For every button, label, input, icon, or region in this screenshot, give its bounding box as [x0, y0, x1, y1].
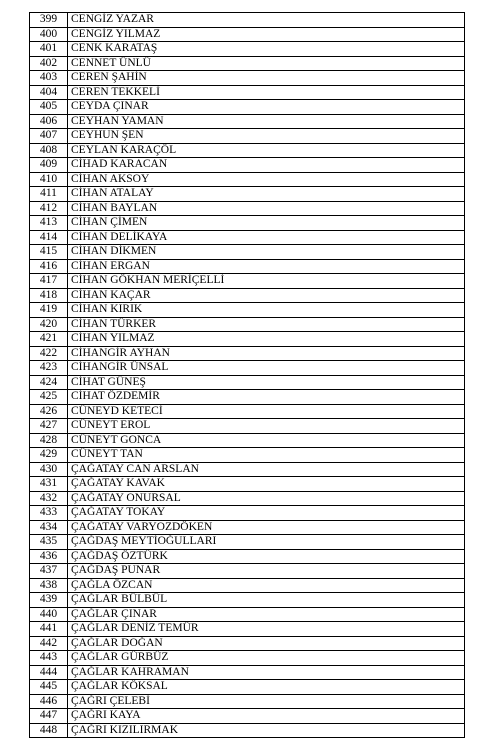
table-row [30, 85, 465, 100]
person-name: CİHAN ERGAN [68, 259, 465, 274]
table-row [30, 549, 465, 564]
row-number: 445 [30, 680, 68, 695]
row-number: 424 [30, 375, 68, 390]
row-number: 423 [30, 361, 68, 376]
person-name: CİHAN KIRIK [68, 303, 465, 318]
row-number: 402 [30, 56, 68, 71]
table-row [30, 129, 465, 144]
table-row [30, 361, 465, 376]
row-number: 440 [30, 607, 68, 622]
row-number: 404 [30, 85, 68, 100]
row-number: 433 [30, 506, 68, 521]
person-name: ÇAĞRI ÇELEBİ [68, 694, 465, 709]
person-name: ÇAĞDAŞ MEYTİOĞULLARI [68, 535, 465, 550]
row-number: 446 [30, 694, 68, 709]
row-number: 406 [30, 114, 68, 129]
row-number: 425 [30, 390, 68, 405]
person-name: CİHAN BAYLAN [68, 201, 465, 216]
person-name: CİHAN TÜRKER [68, 317, 465, 332]
row-number: 412 [30, 201, 68, 216]
row-number: 432 [30, 491, 68, 506]
row-number: 430 [30, 462, 68, 477]
person-name: CİHAN KAÇAR [68, 288, 465, 303]
row-number: 415 [30, 245, 68, 260]
row-number: 435 [30, 535, 68, 550]
table-row [30, 404, 465, 419]
person-name: ÇAĞATAY VARYOZDÖKEN [68, 520, 465, 535]
row-number: 434 [30, 520, 68, 535]
person-name: ÇAĞDAŞ ÖZTÜRK [68, 549, 465, 564]
table-row [30, 709, 465, 724]
table-row [30, 216, 465, 231]
name-list-table [29, 12, 465, 738]
person-name: ÇAĞRI KIZILIRMAK [68, 723, 465, 738]
table-row [30, 723, 465, 738]
row-number: 441 [30, 622, 68, 637]
row-number: 408 [30, 143, 68, 158]
row-number: 444 [30, 665, 68, 680]
table-row [30, 593, 465, 608]
row-number: 421 [30, 332, 68, 347]
table-row [30, 230, 465, 245]
table-row [30, 419, 465, 434]
row-number: 417 [30, 274, 68, 289]
person-name: CENGİZ YILMAZ [68, 27, 465, 42]
row-number: 419 [30, 303, 68, 318]
person-name: ÇAĞLAR KÖKSAL [68, 680, 465, 695]
table-row [30, 13, 465, 28]
row-number: 405 [30, 100, 68, 115]
row-number: 429 [30, 448, 68, 463]
person-name: ÇAĞLAR DENİZ TEMÜR [68, 622, 465, 637]
row-number: 442 [30, 636, 68, 651]
row-number: 447 [30, 709, 68, 724]
table-row [30, 448, 465, 463]
row-number: 416 [30, 259, 68, 274]
person-name: CEREN TEKKELİ [68, 85, 465, 100]
person-name: ÇAĞATAY KAVAK [68, 477, 465, 492]
table-row [30, 274, 465, 289]
table-row [30, 201, 465, 216]
table-row [30, 506, 465, 521]
person-name: CİHAN YILMAZ [68, 332, 465, 347]
person-name: CİHANGİR ÜNSAL [68, 361, 465, 376]
row-number: 438 [30, 578, 68, 593]
table-row [30, 477, 465, 492]
person-name: CENNET ÜNLÜ [68, 56, 465, 71]
person-name: ÇAĞLAR ÇINAR [68, 607, 465, 622]
table-row [30, 303, 465, 318]
row-number: 443 [30, 651, 68, 666]
row-number: 418 [30, 288, 68, 303]
person-name: CEYLAN KARAÇÖL [68, 143, 465, 158]
table-row [30, 100, 465, 115]
person-name: ÇAĞLAR DOĞAN [68, 636, 465, 651]
row-number: 400 [30, 27, 68, 42]
row-number: 431 [30, 477, 68, 492]
table-row [30, 491, 465, 506]
table-row [30, 259, 465, 274]
table-row [30, 375, 465, 390]
person-name: CEYHUN ŞEN [68, 129, 465, 144]
table-row [30, 651, 465, 666]
table-row [30, 390, 465, 405]
person-name: CÜNEYT GONCA [68, 433, 465, 448]
row-number: 439 [30, 593, 68, 608]
table-row [30, 114, 465, 129]
person-name: CENGİZ YAZAR [68, 13, 465, 28]
person-name: CEYDA ÇINAR [68, 100, 465, 115]
table-row [30, 694, 465, 709]
person-name: CİHAD KARACAN [68, 158, 465, 173]
person-name: CİHANGİR AYHAN [68, 346, 465, 361]
person-name: ÇAĞLA ÖZCAN [68, 578, 465, 593]
person-name: ÇAĞLAR KAHRAMAN [68, 665, 465, 680]
table-row [30, 680, 465, 695]
table-row [30, 346, 465, 361]
row-number: 428 [30, 433, 68, 448]
row-number: 413 [30, 216, 68, 231]
table-row [30, 143, 465, 158]
document-page [29, 12, 465, 738]
row-number: 420 [30, 317, 68, 332]
table-row [30, 172, 465, 187]
table-row [30, 622, 465, 637]
person-name: CÜNEYT TAN [68, 448, 465, 463]
table-row [30, 27, 465, 42]
row-number: 399 [30, 13, 68, 28]
person-name: ÇAĞATAY ONURSAL [68, 491, 465, 506]
table-row [30, 42, 465, 57]
table-row [30, 665, 465, 680]
table-row [30, 433, 465, 448]
row-number: 422 [30, 346, 68, 361]
person-name: ÇAĞLAR BÜLBÜL [68, 593, 465, 608]
table-row [30, 332, 465, 347]
row-number: 414 [30, 230, 68, 245]
person-name: CİHAN DİKMEN [68, 245, 465, 260]
table-row [30, 56, 465, 71]
table-row [30, 71, 465, 86]
person-name: CİHAT ÖZDEMİR [68, 390, 465, 405]
table-row [30, 317, 465, 332]
person-name: CÜNEYT EROL [68, 419, 465, 434]
row-number: 436 [30, 549, 68, 564]
table-row [30, 636, 465, 651]
person-name: ÇAĞATAY TOKAY [68, 506, 465, 521]
table-row [30, 564, 465, 579]
person-name: CİHAN AKSOY [68, 172, 465, 187]
person-name: CİHAN ÇİMEN [68, 216, 465, 231]
person-name: CEYHAN YAMAN [68, 114, 465, 129]
person-name: CENK KARATAŞ [68, 42, 465, 57]
person-name: CİHAN DELİKAYA [68, 230, 465, 245]
person-name: CÜNEYD KETECİ [68, 404, 465, 419]
person-name: CİHAT GÜNEŞ [68, 375, 465, 390]
person-name: ÇAĞRI KAYA [68, 709, 465, 724]
row-number: 401 [30, 42, 68, 57]
row-number: 437 [30, 564, 68, 579]
table-row [30, 607, 465, 622]
person-name: ÇAĞATAY CAN ARSLAN [68, 462, 465, 477]
table-row [30, 520, 465, 535]
row-number: 407 [30, 129, 68, 144]
table-row [30, 158, 465, 173]
person-name: ÇAĞLAR GÜRBÜZ [68, 651, 465, 666]
person-name: CİHAN GÖKHAN MERİÇELLİ [68, 274, 465, 289]
row-number: 427 [30, 419, 68, 434]
row-number: 409 [30, 158, 68, 173]
person-name: CİHAN ATALAY [68, 187, 465, 202]
table-row [30, 288, 465, 303]
person-name: CEREN ŞAHİN [68, 71, 465, 86]
row-number: 403 [30, 71, 68, 86]
name-list-body [30, 13, 465, 738]
row-number: 426 [30, 404, 68, 419]
table-row [30, 245, 465, 260]
row-number: 410 [30, 172, 68, 187]
table-row [30, 535, 465, 550]
table-row [30, 578, 465, 593]
table-row [30, 462, 465, 477]
person-name: ÇAĞDAŞ PUNAR [68, 564, 465, 579]
row-number: 411 [30, 187, 68, 202]
table-row [30, 187, 465, 202]
row-number: 448 [30, 723, 68, 738]
